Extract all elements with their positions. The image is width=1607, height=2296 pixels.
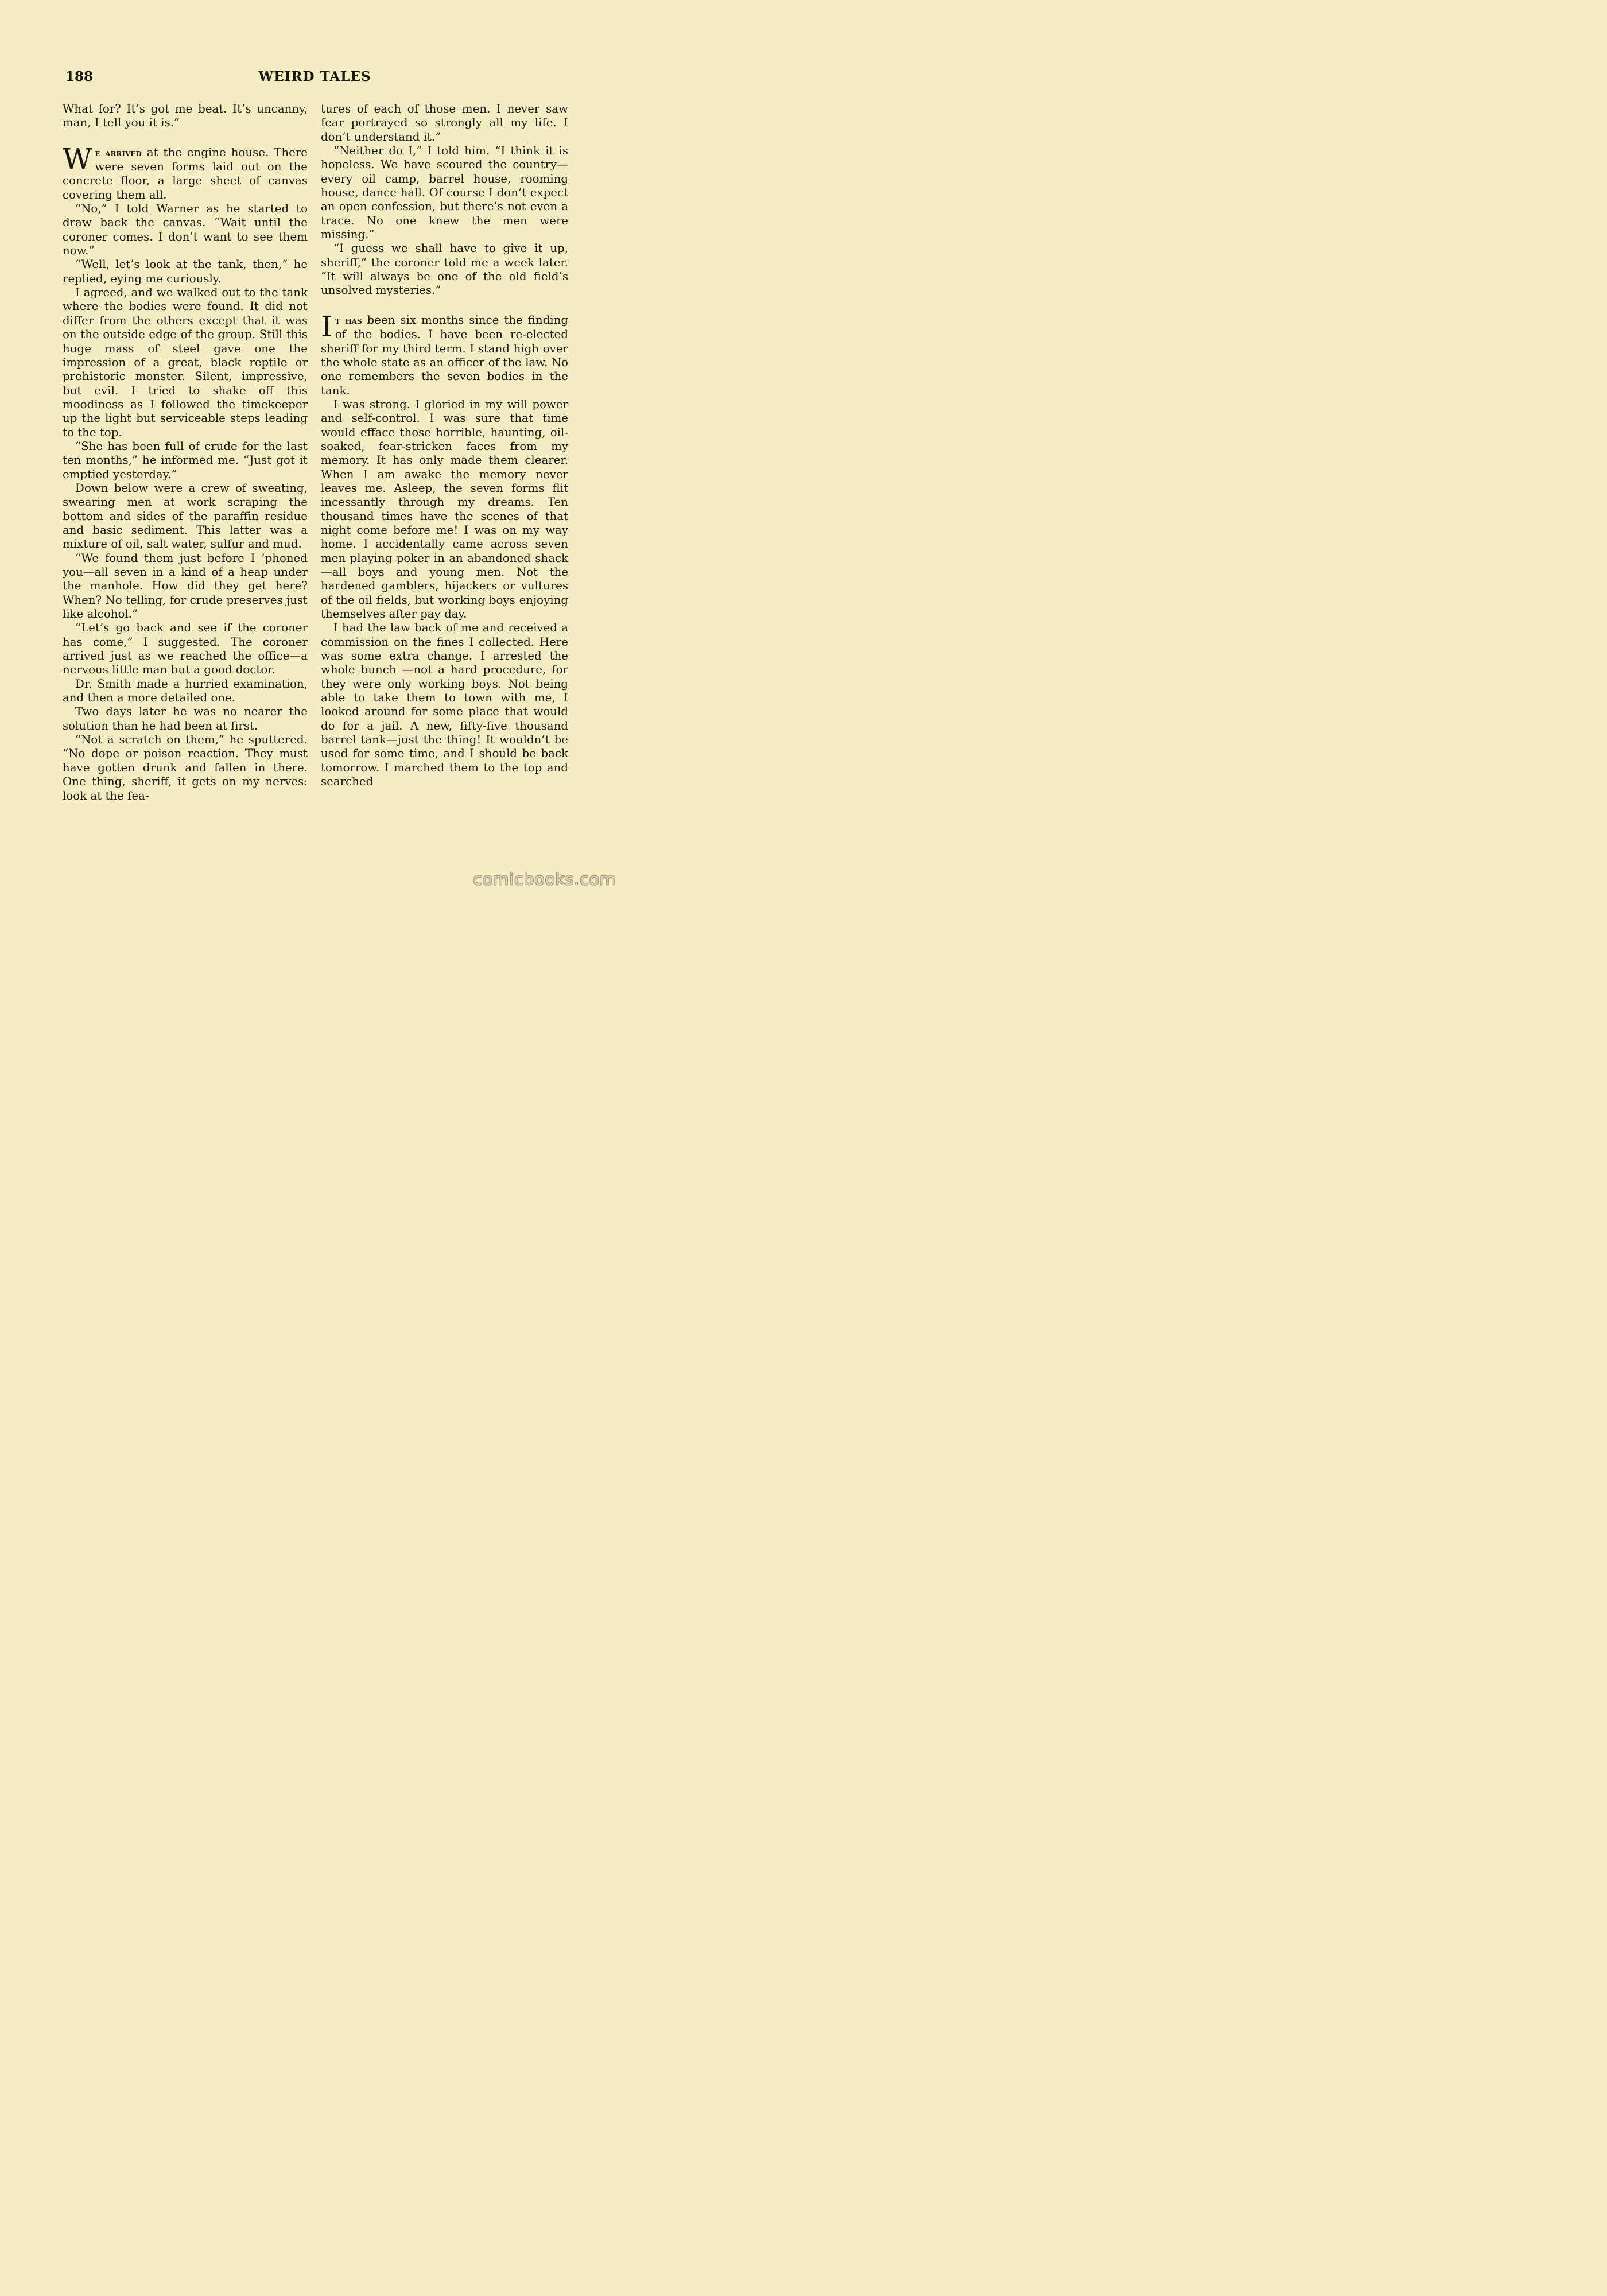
paragraph: “I guess we shall have to give it up, sheriff,” the coroner told me a week later. “It will always be one of the old field’s unsolved mysteries.” — [321, 242, 568, 297]
left-column — [63, 102, 308, 803]
paragraph: “Neither do I,” I told him. “I think it is hopeless. We have scoured the country—every oil camp, barrel house, rooming house, dance hall. Of course I don’t expect an open confession, but there’s not even a trace. No one knew the men were missing.” — [321, 144, 568, 242]
paragraph: “Let’s go back and see if the coroner has come,” I suggested. The coroner arrived just as we reached the office—a nervous little man but a good doctor. — [63, 621, 308, 677]
running-title: WEIRD TALES — [258, 69, 371, 84]
paragraph: tures of each of those men. I never saw fear portrayed so strongly all my life. I don’t understand it.” — [321, 102, 568, 144]
paragraph: “No,” I told Warner as he started to draw back the canvas. “Wait until the coroner comes. I don’t want to see them now.” — [63, 202, 308, 258]
drop-cap: I — [321, 309, 332, 343]
section-opening-paragraph — [63, 142, 308, 202]
paragraph-text: at the engine house. There were seven forms laid out on the concrete floor, a large sheet of canvas covering them all. — [63, 145, 308, 201]
paragraph: “She has been full of crude for the last ten months,” he informed me. “Just got it emptied yesterday.” — [63, 439, 308, 481]
paragraph: I had the law back of me and received a commission on the fines I collected. Here was some extra change. I arrested the whole bunch —not a hard procedure, for they were only working boys. Not being able to take them to town with me, I looked around for some place that would do for a jail. A new, fifty-five thousand barrel tank—just the thing! It wouldn’t be used for some time, and I should be back tomorrow. I marched them to the top and searched — [321, 621, 568, 789]
paragraph: I was strong. I gloried in my will power and self-control. I was sure that time would efface those horrible, haunting, oil-soaked, fear-stricken faces from my memory. It has only made them clearer. When I am awake the memory never leaves me. Asleep, the seven forms flit incessantly through my dreams. Ten thousand times have the scenes of that night come before me! I was on my way home. I accidentally came across seven men playing poker in an abandoned shack—all boys and young men. Not the hardened gamblers, hijackers or vultures of the oil fields, but working boys enjoying themselves after pay day. — [321, 397, 568, 621]
paragraph: Two days later he was no nearer the solution than he had been at first. — [63, 705, 308, 732]
small-caps-lead: t has — [335, 315, 362, 327]
paragraph: “Well, let’s look at the tank, then,” he replied, eying me curiously. — [63, 258, 308, 285]
magazine-page — [0, 0, 630, 900]
small-caps-lead: e arrived — [95, 147, 142, 159]
paragraph: “We found them just before I ’phoned you—all seven in a kind of a heap under the manhole. How did they get here? When? No telling, for crude preserves just like alcohol.” — [63, 551, 308, 621]
paragraph: Down below were a crew of sweating, swearing men at work scraping the bottom and sides of the paraffin residue and basic sediment. This latter was a mixture of oil, salt water, sulfur and mud. — [63, 481, 308, 551]
right-column — [321, 102, 568, 789]
paragraph: Dr. Smith made a hurried examination, and then a more detailed one. — [63, 677, 308, 705]
watermark: comicbooks.com — [473, 870, 616, 889]
paragraph: I agreed, and we walked out to the tank where the bodies were found. It did not differ from the others except that it was on the outside edge of the group. Still this huge mass of steel gave one the impression of a great, black reptile or prehistoric monster. Silent, impressive, but evil. I tried to shake off this moodiness as I followed the timekeeper up the light but serviceable steps leading to the top. — [63, 286, 308, 439]
section-opening-paragraph — [321, 309, 568, 398]
paragraph: What for? It’s got me beat. It’s uncanny, man, I tell you it is.” — [63, 102, 308, 130]
paragraph-text: been six months since the finding of the bodies. I have been re-elected sheriff for my third term. I stand high over the whole state as an officer of the law. No one remembers the seven bodies in the tank. — [321, 313, 568, 397]
drop-cap: W — [63, 142, 92, 176]
paragraph: “Not a scratch on them,” he sputtered. “No dope or poison reaction. They must have gotten drunk and fallen in there. One thing, sheriff, it gets on my nerves: look at the fea- — [63, 733, 308, 802]
page-number: 188 — [65, 69, 94, 84]
